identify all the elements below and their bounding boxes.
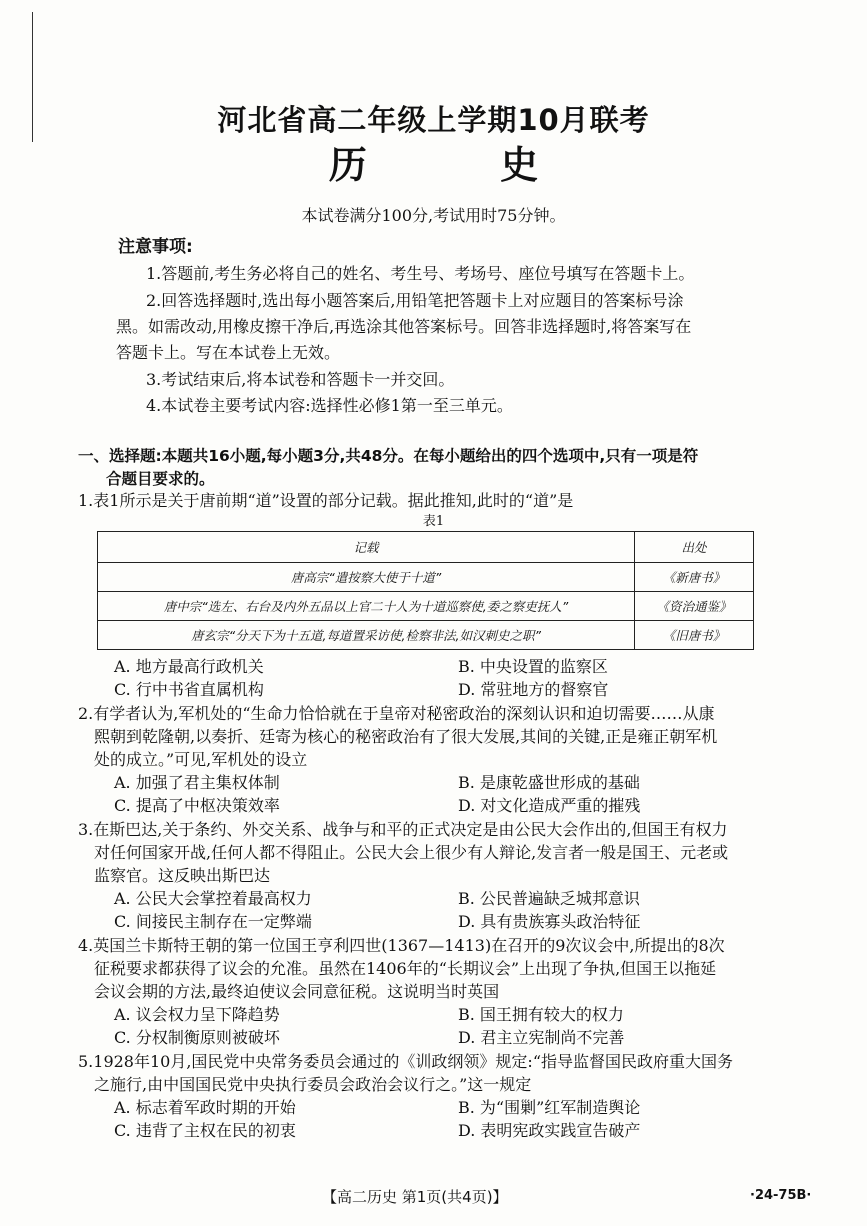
q1-option-c: C. 行中书省直属机构 <box>114 680 264 699</box>
section-heading-cont: 合题目要求的。 <box>106 470 215 488</box>
q2-option-c: C. 提高了中枢决策效率 <box>114 796 280 815</box>
exam-title: 河北省高二年级上学期10月联考 <box>217 103 650 137</box>
table-cell: 唐高宗“遣按察大使于十道” <box>98 563 635 592</box>
table-row <box>98 563 754 592</box>
q1-option-b: B. 中央设置的监察区 <box>458 657 608 676</box>
notice-heading: 注意事项: <box>118 237 193 257</box>
q1-option-d: D. 常驻地方的督察官 <box>458 680 609 699</box>
page-footer: 【高二历史 第1页(共4页)】 <box>322 1188 508 1206</box>
q3-stem: 3.在斯巴达,关于条约、外交关系、战争与和平的正式决定是由公民大会作出的,但国王有权力 <box>78 820 728 839</box>
q3-option-d: D. 具有贵族寡头政治特征 <box>458 912 641 931</box>
q5-option-c: C. 违背了主权在民的初衷 <box>114 1121 296 1140</box>
section-heading: 一、选择题:本题共16小题,每小题3分,共48分。在每小题给出的四个选项中,只有一项是符 <box>78 447 699 465</box>
q5-option-d: D. 表明宪政实践宣告破产 <box>458 1121 641 1140</box>
table-cell: 《旧唐书》 <box>635 621 754 650</box>
q4-option-b: B. 国王拥有较大的权力 <box>458 1005 624 1024</box>
exam-code: ·24-75B· <box>750 1188 812 1203</box>
q3-stem: 监察官。这反映出斯巴达 <box>94 866 271 885</box>
q3-option-c: C. 间接民主制存在一定弊端 <box>114 912 312 931</box>
q2-option-a: A. 加强了君主集权体制 <box>114 773 280 792</box>
table-caption: 表1 <box>422 514 445 529</box>
q2-stem: 熙朝到乾隆朝,以奏折、廷寄为核心的秘密政治有了很大发展,其间的关键,正是雍正朝军机 <box>94 727 718 746</box>
table-row <box>98 592 754 621</box>
q5-option-a: A. 标志着军政时期的开始 <box>114 1098 296 1117</box>
table-header: 记载 <box>98 532 635 563</box>
notice-line: 黑。如需改动,用橡皮擦干净后,再选涂其他答案标号。回答非选择题时,将答案写在 <box>116 317 692 336</box>
q4-stem: 4.英国兰卡斯特王朝的第一位国王亨利四世(1367—1413)在召开的9次议会中,所提出的8次 <box>78 936 725 955</box>
notice-line: 答题卡上。写在本试卷上无效。 <box>116 343 341 362</box>
records-table <box>97 531 754 650</box>
table-cell: 《资治通鉴》 <box>635 592 754 621</box>
q4-stem: 会议会期的方法,最终迫使议会同意征税。这说明当时英国 <box>94 982 500 1001</box>
q5-stem: 5.1928年10月,国民党中央常务委员会通过的《训政纲领》规定:“指导监督国民政府重大国务 <box>78 1052 734 1071</box>
q2-stem: 2.有学者认为,军机处的“生命力恰恰就在于皇帝对秘密政治的深刻认识和迫切需要……从康 <box>78 704 715 723</box>
q3-option-b: B. 公民普遍缺乏城邦意识 <box>458 889 640 908</box>
q1-option-a: A. 地方最高行政机关 <box>114 657 264 676</box>
table-cell: 唐玄宗“分天下为十五道,每道置采访使,检察非法,如汉刺史之职” <box>98 621 635 650</box>
q5-option-b: B. 为“围剿”红军制造舆论 <box>458 1098 641 1117</box>
q4-stem: 征税要求都获得了议会的允准。虽然在1406年的“长期议会”上出现了争执,但国王以拖延 <box>94 959 717 978</box>
q3-option-a: A. 公民大会掌控着最高权力 <box>114 889 312 908</box>
table-cell: 唐中宗“选左、右台及内外五品以上官二十人为十道巡察使,委之察吏抚人” <box>98 592 635 621</box>
notice-line: 3.考试结束后,将本试卷和答题卡一并交回。 <box>146 370 455 389</box>
table-cell: 《新唐书》 <box>635 563 754 592</box>
table-header: 出处 <box>635 532 754 563</box>
q4-option-d: D. 君主立宪制尚不完善 <box>458 1028 625 1047</box>
q5-stem: 之施行,由中国国民党中央执行委员会政治会议行之。”这一规定 <box>94 1075 532 1094</box>
q2-stem: 处的成立。”可见,军机处的设立 <box>94 750 308 769</box>
q2-option-b: B. 是康乾盛世形成的基础 <box>458 773 640 792</box>
notice-line: 4.本试卷主要考试内容:选择性必修1第一至三单元。 <box>146 396 513 415</box>
exam-info: 本试卷满分100分,考试用时75分钟。 <box>301 206 566 225</box>
q1-stem: 1.表1所示是关于唐前期“道”设置的部分记载。据此推知,此时的“道”是 <box>78 491 574 510</box>
q2-option-d: D. 对文化造成严重的摧残 <box>458 796 641 815</box>
notice-line: 1.答题前,考生务必将自己的姓名、考生号、考场号、座位号填写在答题卡上。 <box>146 264 695 283</box>
table-header-row <box>98 532 754 563</box>
q4-option-a: A. 议会权力呈下降趋势 <box>114 1005 280 1024</box>
q4-option-c: C. 分权制衡原则被破坏 <box>114 1028 280 1047</box>
subject-title: 历 史 <box>328 143 599 187</box>
table-row <box>98 621 754 650</box>
notice-line: 2.回答选择题时,选出每小题答案后,用铅笔把答题卡上对应题目的答案标号涂 <box>146 291 684 310</box>
q3-stem: 对任何国家开战,任何人都不得阻止。公民大会上很少有人辩论,发言者一般是国王、元老或 <box>94 843 729 862</box>
